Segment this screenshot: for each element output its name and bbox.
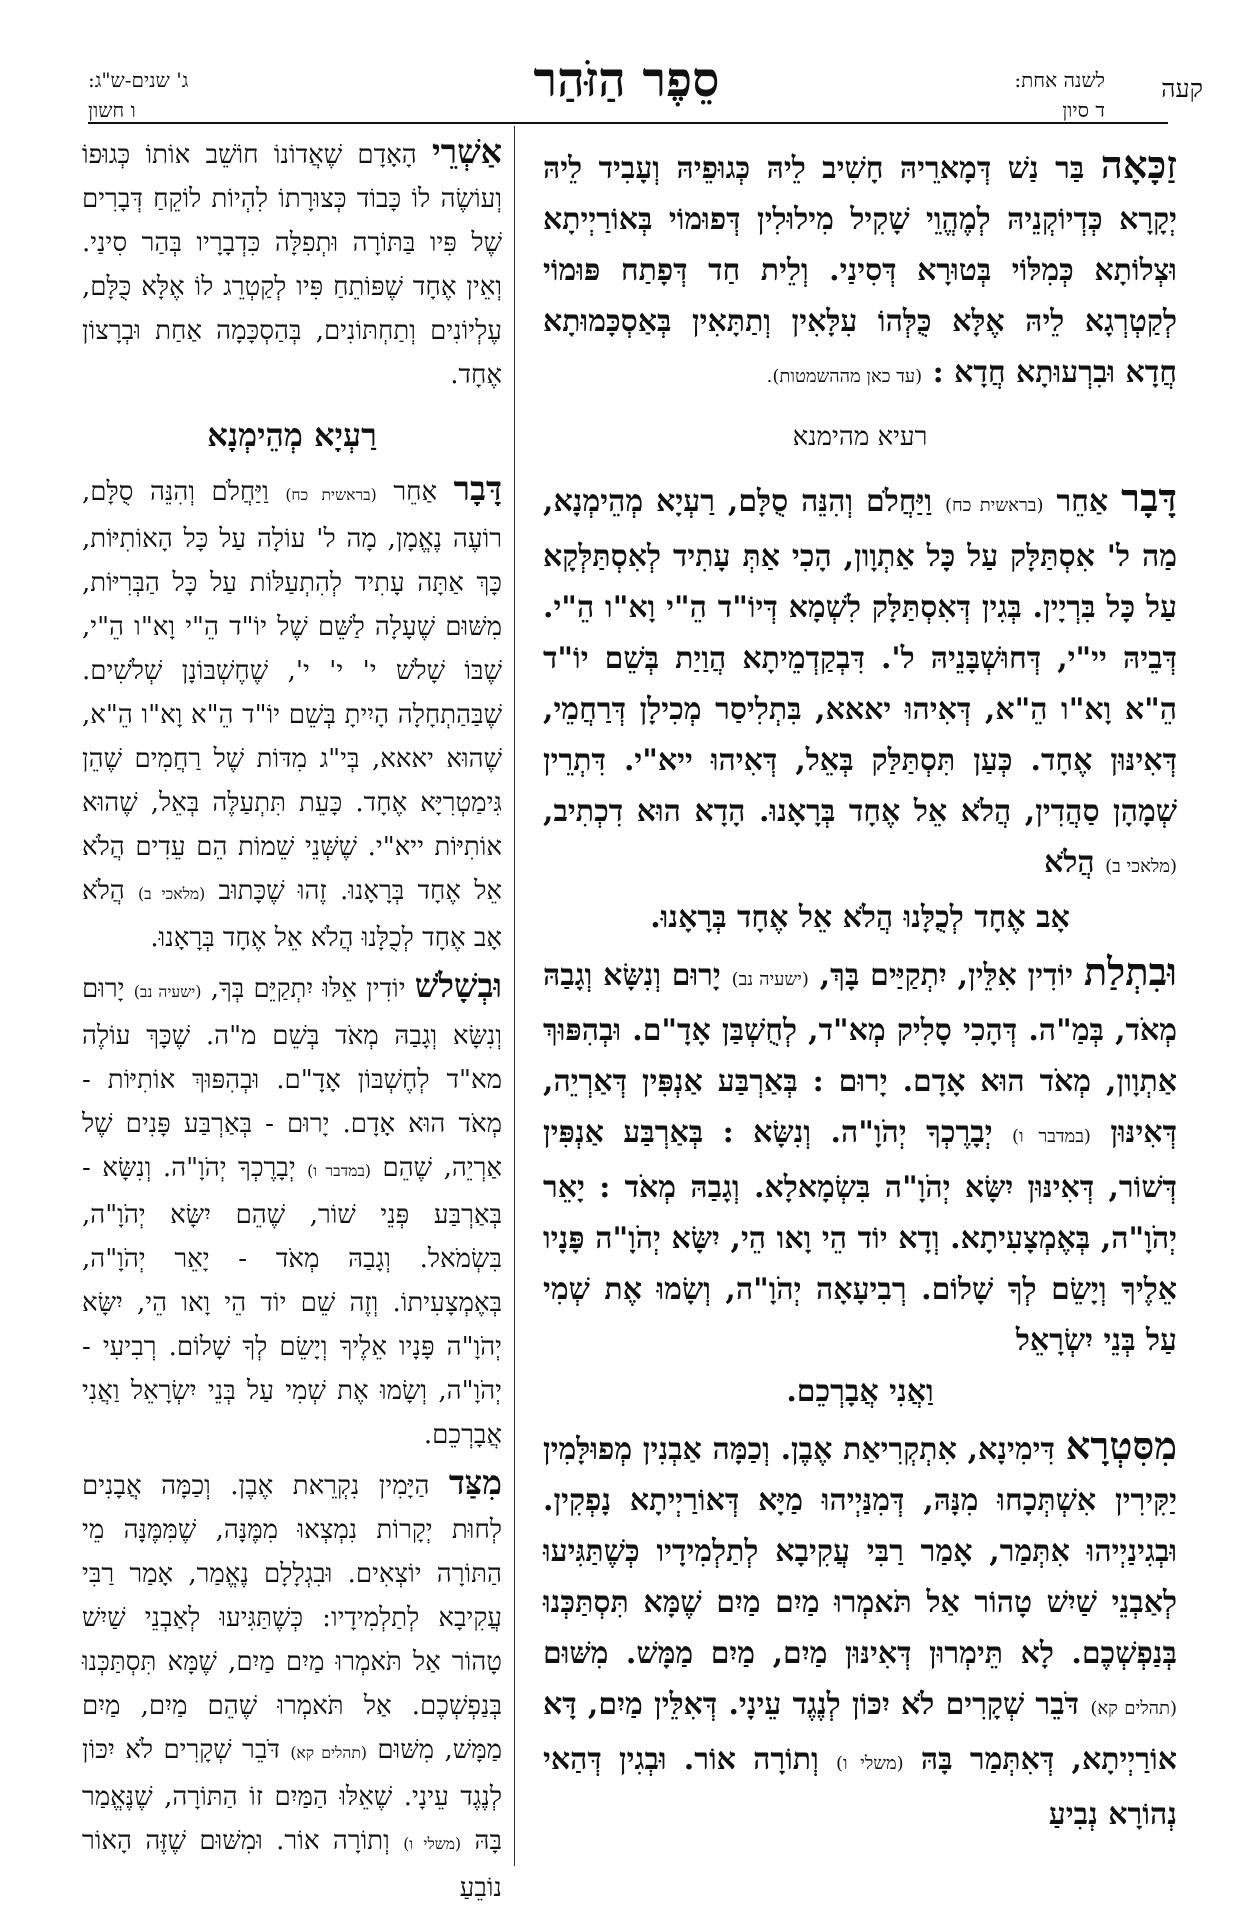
paragraph-text: וַיַּחֲלֹם וְהִנֵּה סֻלָּם, רוֹעֶה נֶאֱמָן, מָה ל' עוֹלָה עַל כָּל הָאוֹתִיּוֹת, כָּךְ אַתָּה עָתִיד לְהִתְעַלּוֹת עַל כָּל הַבְּרִיּוֹת, מִשּׁוּם שֶׁעָלָה לַשֵּׁם שֶׁל יוֹ"ד הֵ"י וָא"ו הֵ"י, שֶׁבּוֹ שָׁלֹשׁ י' י' י', שֶׁחֶשְׁבּוֹנָן שְׁלֹשִׁים. שֶׁבַּהַתְחָלָה הָיִיתָ בְּשֵׁם יוֹ"ד הֵ"א וָא"ו הֵ"א, שֶׁהוּא יאאא, בְּי"ג מִדּוֹת שֶׁל רַחֲמִים שֶׁהֵן גִּימַטְרִיָּא אֶחָד. כָּעֵת תִּתְעַלֶּה בְּאֵל, שֶׁהוּא אוֹתִיּוֹת ייא"י. שֶׁשְּׁנֵי שֵׁמוֹת הֵם עֵדִים הֲלֹא אֵל אֶחָד בְּרָאָנוּ. זֶהוּ שֶׁכָּתוּב xyxy=(82,477,503,906)
side-column-hebrew xyxy=(82,130,502,1914)
centered-verse-line: אָב אֶחָד לְכֻלָּנוּ הֲלֹא אֵל אֶחָד בְּרָאָנוּ. xyxy=(650,900,1070,935)
verse-reference: (בראשית כח) xyxy=(285,486,377,504)
cycle-label: לשנה אחת: xyxy=(1014,68,1105,92)
paragraph-text: אַחֵר xyxy=(393,477,438,507)
verse-reference: (תהלים קא) xyxy=(1090,1698,1178,1719)
paragraph-davar-acher xyxy=(82,467,502,960)
paragraph-text: יוֹדִין אִלֵּין, יִתְקַיַּים בָּךְ, xyxy=(819,958,1074,993)
paragraph-text: הַיָּמִין נִקְרֵאת אֶבֶן. וְכַמָּה אֲבָנִים לְחוּת יְקָרוֹת נִמְצְאוּ מִמֶּנָּה, שֶׁמִּמֶּנָּה מֵי הַתּוֹרָה יוֹצְאִים. וּבִגְלָלָם נֶאֱמַר, אָמַר רַבִּי עֲקִיבָא לְתַלְמִידָיו: כְּשֶׁתַּגִּיעוּ לְאַבְנֵי שַׁיִשׁ טָהוֹר אַל תֹּאמְרוּ מַיִם מַיִם, שֶׁמָּא תִּסְתַּכְּנוּ בְּנַפְשְׁכֶם. אַל תֹּאמְרוּ שֶׁהֵם מַיִם, מַיִם מַמָּשׁ, מִשּׁוּם xyxy=(82,1471,503,1765)
section-title: רַעְיָא מְהֵימְנָא xyxy=(207,416,377,454)
paragraph-text: יוֹדִין אֵלּוּ יִתְקַיֵּם בְּךָ, xyxy=(210,974,406,1004)
paragraph-lead-word: מִסִּטְרָא xyxy=(1065,1424,1177,1469)
paragraph-text: וְתוֹרָה אוֹר. וּמִשּׁוּם שֶׁזֶּה הָאוֹר נוֹבֵעַ xyxy=(82,1826,502,1903)
verse-reference: (מלאכי ב) xyxy=(1105,856,1177,877)
paragraph-text: יָרוּם וְנִשָּׂא וְגָבַהּ מְאֹד בְּשֵׁם מ"ה. שֶׁכָּךְ עוֹלֶה מא"ד לְחֶשְׁבּוֹן אָדָ"ם. וּבְהִפּוּךְ אוֹתִיּוֹת - מְאֹד הוּא אָדָם. יָרוּם - בְּאַרְבַּע פָּנִים שֶׁל אַרְיֵה, שֶׁהֵם xyxy=(82,974,502,1183)
paragraph-davar-acher xyxy=(543,473,1177,943)
paragraph-text: יְבָרֶכְךָ יְהֹוָ"ה. וְנִשָּׂא - בְּאַרְבַּע פְּנֵי שׁוֹר, שֶׁהֵם יִשָּׂא יְהֹוָ"ה, בִּשְׂמֹאל. וְגָבַהּ מְאֹד - יָאֵר יְהֹוָ"ה, בְּאֶמְצָעִיתוֹ. וְזֶה שֵׁם יוֹד הֵי וָאו הֵי, יִשָּׂא יְהֹוָ"ה פָּנָיו אֵלֶיךָ וְיָשֵׂם לְךָ שָׁלוֹם. רְבִיעִי - יְהֹוָ"ה, וְשָׂמוּ אֶת שְׁמִי עַל בְּנֵי יִשְׂרָאֵל וַאֲנִי אֲבָרְכֵם. xyxy=(82,1153,502,1450)
paragraph-ashrei xyxy=(82,130,502,397)
paragraph-text: וְתוֹרָה אוֹר. וּבְגִין דְּהַאי נְהוֹרָא נְבִיעַ xyxy=(543,1742,1177,1832)
paragraph-text: הֲלֹא xyxy=(1044,845,1095,880)
verse-reference: (בראשית כח) xyxy=(945,495,1044,516)
paragraph-text: הֲלֹא אָב אֶחָד לְכֻלָּנוּ הֲלֹא אֵל אֶחָד בְּרָאָנוּ. xyxy=(82,876,502,953)
paragraph-text: יְבָרֶכְךָ יְהֹוָ"ה. וְנִשָּׂא : בְּאַרְבַּע אַנְפִּין דְּשׁוֹר, דְּאִינּוּן יִשָּׂא יְהֹוָ"ה בִּשְׂמָאלָא. וְגָבַהּ מְאֹד : יָאֵר יְהֹוָ"ה, בְּאֶמְצָעִיתָא. וְדָא יוֹד הֵי וָאו הֵי, יִשָּׂא יְהֹוָ"ה פָּנָיו אֵלֶיךָ וְיָשֵׂם לְךָ שָׁלוֹם. רְבִיעָאָה יְהֹוָ"ה, וְשָׂמוּ אֶת שְׁמִי עַל בְּנֵי יִשְׂרָאֵל xyxy=(543,1115,1177,1358)
main-column-aramaic xyxy=(543,140,1177,1844)
paragraph-text: דִּימִינָא, אִתְקְרִיאַת אֶבֶן. וְכַמָּה אַבְנִין מְפוּלָּמִין יַקִּירִין אִשְׁתְּכָחוּ מִנָּהּ, דְּמִנַּיְיהוּ מַיָּא דְּאוֹרַיְיתָא נָפְקִין. וּבְגִינַיְיהוּ אִתְּמַר, אָמַר רַבִּי עֲקִיבָא לְתַלְמִידָיו כְּשֶׁתַּגִּיעוּ לְאַבְנֵי שַׁיִשׁ טָהוֹר אַל תֹּאמְרוּ מַיִם מַיִם שֶׁמָּא תִּסְתַּכְּנוּ בְּנַפְשְׁכֶם. לָא תֵּימְרוּן דְּאִינּוּן מַיִם, מַיִם מַמָּשׁ. מִשּׁוּם xyxy=(543,1432,1177,1671)
paragraph-mitsad xyxy=(82,1461,502,1910)
paragraph-text: הָאָדָם שֶׁאֲדוֹנוֹ חוֹשֵׁב אוֹתוֹ כְּגוּפוֹ וְעוֹשֶׂה לוֹ כָּבוֹד כְּצוּרָתוֹ לִהְיוֹת לוֹקֵחַ דְּבָרִים שֶׁל פִּיו בַּתּוֹרָה וּתְפִלָּה כִּדְבָרָיו בְּהַר סִינַי. וְאֵין אֶחָד שֶׁפּוֹתֵחַ פִּיו לְקַטְרֵג לוֹ אֶלָּא כֻּלָּם, עֶלְיוֹנִים וְתַחְתּוֹנִים, בְּהַסְכָּמָה אַחַת וּבְרָצוֹן אֶחָד. xyxy=(82,140,502,390)
verse-reference: (תהלים קא) xyxy=(290,1744,367,1762)
paragraph-lead-word: מִצַּד xyxy=(448,1463,503,1502)
verse-reference: (במדבר ו) xyxy=(307,1162,371,1180)
paragraph-text: דֹּבֵר שְׁקָרִים לֹא יִכּוֹן לְנֶגֶד עֵינָי. שֶׁאֵלּוּ הַמַּיִם זוֹ הַתּוֹרָה, שֶׁנֶּאֱמַר בָּהּ xyxy=(82,1735,503,1856)
paragraph-uvshalosh xyxy=(82,964,502,1457)
verse-reference: (משלי ו) xyxy=(403,1835,462,1853)
paragraph-lead-word: וּבִתְלַת xyxy=(1083,950,1177,995)
paragraph-text: אַחֵר xyxy=(1056,484,1109,519)
paragraph-text: וַיַּחֲלֹם וְהִנֵּה סֻלָּם, רַעְיָא מְהֵימְנָא, מַה ל' אִסְתַּלָּק עַל כָּל אַתְוָון, הָכִי אַתְּ עָתִיד לְאִסְתַּלְּקָא עַל כָּל בִּרְיָין. בְּגִין דְּאִסְתַּלָּק לִשְׁמָא דְּיוֹ"ד הֵ"י וָא"ו הֵ"י. דְּבֵיהּ יי"י, דְּחוּשְׁבָּנֵיהּ ל'. דִּבְקַדְמֵיתָא הֲוַיַת בְּשֵׁם יוֹ"ד הֵ"א וָא"ו הֵ"א, דְּאִיהוּ יאאא, בִּתְלִיסַר מְכִילָן דְּרַחֲמֵי, דְּאִינּוּן אֶחָד. כְּעַן תִּסְתַּלַּק בְּאֵל, דְּאִיהוּ ייא"י. דִּתְרֵין שְׁמָהָן סַהֲדִין, הֲלֹא אֵל אֶחָד בְּרָאָנוּ. הָדָא הוּא דִכְתִיב, xyxy=(543,484,1177,829)
paragraph-text: יָרוּם וְנִשָּׂא וְגָבַהּ מְאֹד, בְּמַ"ה. דְּהָכִי סָלִיק מְא"ד, לְחֻשְׁבַּן אָדָ"ם. וּבְהִפּוּךְ אַתְוָון, מְאֹד הוּא אָדָם. יָרוּם : בְּאַרְבַּע אַנְפִּין דְּאַרְיֵה, דְּאִינּוּן xyxy=(543,958,1177,1150)
paragraph-lead-word: זַכָּאָה xyxy=(1100,143,1177,188)
verse-reference: (במדבר ו) xyxy=(1012,1126,1091,1147)
reading-cycle-three-years xyxy=(88,65,188,125)
verse-reference: (ישעיה נב) xyxy=(731,969,809,990)
cycle3-date: ו חשון xyxy=(88,98,136,122)
paragraph-zakaah xyxy=(543,140,1177,402)
cycle3-label: ג' שנים-ש"ג: xyxy=(88,68,189,92)
centered-verse-line: וַאֲנִי אֲבָרְכֵם. xyxy=(786,1374,934,1409)
paragraph-lead-word: דָּבָר xyxy=(453,469,503,508)
verse-reference: (ישעיה נב) xyxy=(133,983,202,1001)
section-title: רעיא מהימנא xyxy=(792,422,928,452)
paragraph-text: בַּר נַשׁ דְּמָארֵיהּ חָשִׁיב לֵיהּ כְּגוּפֵיהּ וְעָבִיד לֵיהּ יְקָרָא כְּדְיוֹקְנֵיהּ לְמֶהֱוֵי שָׁקִיל מִילוּלִין דְּפוּמוֹי בְּאוֹרַיְיתָא וּצְלוֹתָא כְּמִלּוֹי בְּטוּרָא דְּסִינַי. וְלֵית חַד דְּפָתַח פּוּמוֹי לְקַטְרְגָא לֵיהּ אֶלָּא כֻּלְּהוֹ עִלָּאִין וְתַתָּאִין בְּאַסְכָּמוּתָא חֲדָא וּבִרְעוּתָא חֲדָא : xyxy=(543,151,1177,390)
editorial-note: (עד כאן מההשמטות). xyxy=(766,366,923,387)
paragraph-lead-word: וּבְשָׁלֹשׁ xyxy=(414,966,503,1005)
verse-reference: (משלי ו) xyxy=(835,1753,904,1774)
paragraph-lead-word: אַשְׁרֵי xyxy=(432,132,502,171)
page-number: קעה xyxy=(1161,74,1203,103)
paragraph-lead-word: דָּבָר xyxy=(1121,476,1177,521)
paragraph-misitra xyxy=(543,1421,1177,1840)
column-divider xyxy=(514,126,515,1866)
book-title: סֵפֶר הַזֹּהַר xyxy=(533,52,720,108)
paragraph-text: דֹּבֵר שְׁקָרִים לֹא יִכּוֹן לְנֶגֶד עֵינָי. דְּאִלֵּין מַיִם, דָּא אוֹרַיְיתָא, דְּאִתְּמַר בָּהּ xyxy=(543,1687,1177,1777)
paragraph-uvitlat xyxy=(543,947,1177,1417)
verse-reference: (מלאכי ב) xyxy=(137,885,206,903)
header-rule xyxy=(88,122,1168,124)
cycle-date: ד סיון xyxy=(1062,98,1105,122)
